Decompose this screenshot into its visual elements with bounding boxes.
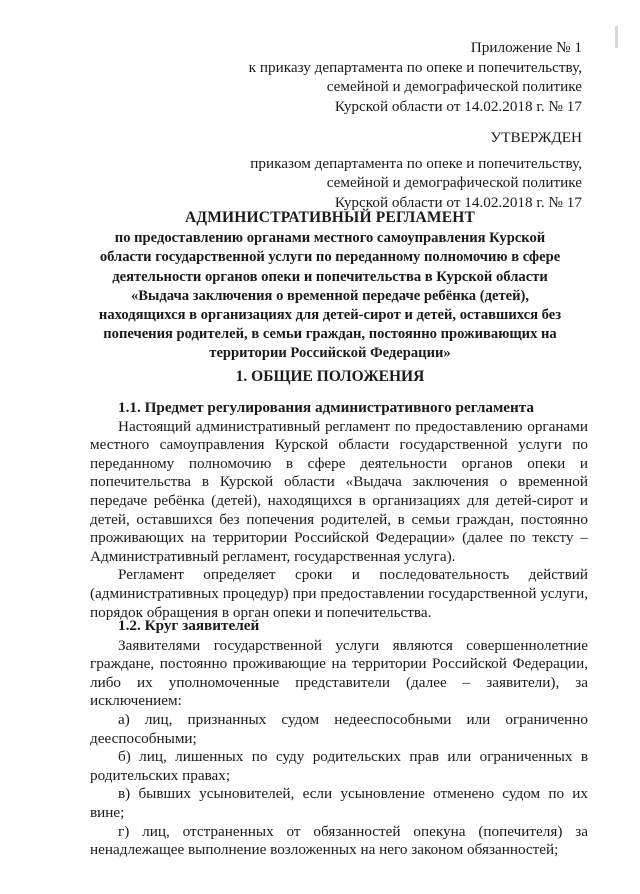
title-line: деятельности органов опеки и попечительства в Курской области bbox=[112, 268, 548, 285]
approval-header bbox=[250, 128, 582, 212]
subsection-1-1-title: 1.1. Предмет регулирования административного регламента bbox=[118, 399, 535, 416]
list-item-c: в) бывших усыновителей, если усыновление отменено судом по их вине; bbox=[90, 785, 588, 821]
appendix-line: к приказу департамента по опеке и попечительству, bbox=[248, 58, 582, 76]
list-item-a: а) лиц, признанных судом недееспособными или ограниченно дееспособными; bbox=[90, 710, 588, 747]
title-main: АДМИНИСТРАТИВНЫЙ РЕГЛАМЕНТ bbox=[184, 209, 476, 226]
approved-line: Курской области от 14.02.2018 г. № 17 bbox=[334, 193, 582, 211]
list-item-d: г) лиц, отстраненных от обязанностей опекуна (попечителя) за ненадлежащее выполнение возложенных на него законом обязанностей; bbox=[90, 822, 588, 859]
paragraph: Регламент определяет сроки и последовательность действий (административных процедур) при предоставлении государственной услуги, порядок обращения в орган опеки и попечительства. bbox=[90, 566, 588, 621]
section-1-2 bbox=[90, 617, 588, 860]
approved-line: приказом департамента по опеке и попечительству, bbox=[250, 154, 582, 172]
paragraph: Настоящий административный регламент по предоставлению органами местного самоуправления Курской области государственной услуги по переданному полномочию в сфере деятельности органов опеки и попечительства в Курской области «Выдача заключения о временной передаче ребёнка (детей), находящихся в организациях для детей-сирот и детей, оставшихся без попечения родителей, в семьи граждан, постоянно проживающих на территории Российской Федерации» (далее по тексту – Административный регламент, государственная услуга). bbox=[90, 417, 588, 565]
scan-edge-mark bbox=[615, 26, 618, 48]
title-line: области государственной услуги по переданному полномочию в сфере bbox=[99, 249, 561, 266]
paragraph: Заявителями государственной услуги являются совершеннолетние граждане, постоянно проживающие на территории Российской Федерации, либо их уполномоченные представители (далее – заявители), за исключением: bbox=[90, 636, 588, 710]
appendix-line: семейной и демографической политике bbox=[326, 78, 582, 95]
appendix-line: Курской области от 14.02.2018 г. № 17 bbox=[334, 97, 582, 115]
approved-heading: УТВЕРЖДЕН bbox=[490, 129, 582, 146]
subsection-1-2-title: 1.2. Круг заявителей bbox=[118, 617, 260, 634]
document-title bbox=[70, 208, 590, 364]
title-line: находящихся в организациях для детей-сирот и детей, оставшихся без bbox=[98, 307, 562, 324]
appendix-line: Приложение № 1 bbox=[470, 39, 582, 56]
list-item-b: б) лиц, лишенных по суду родительских прав или ограниченных в родительских правах; bbox=[90, 748, 588, 784]
approved-line: семейной и демографической политике bbox=[326, 174, 582, 191]
title-line: по предоставлению органами местного самоуправления Курской bbox=[114, 230, 546, 247]
title-line: «Выдача заключения о временной передаче ребёнка (детей), bbox=[130, 287, 530, 304]
appendix-header bbox=[249, 38, 582, 116]
section-1-title: 1. ОБЩИЕ ПОЛОЖЕНИЯ bbox=[235, 368, 425, 385]
title-line: территории Российской Федерации» bbox=[209, 345, 451, 362]
section-1-1 bbox=[90, 399, 588, 622]
title-line: попечения родителей, в семьи граждан, постоянно проживающих на bbox=[103, 326, 557, 343]
